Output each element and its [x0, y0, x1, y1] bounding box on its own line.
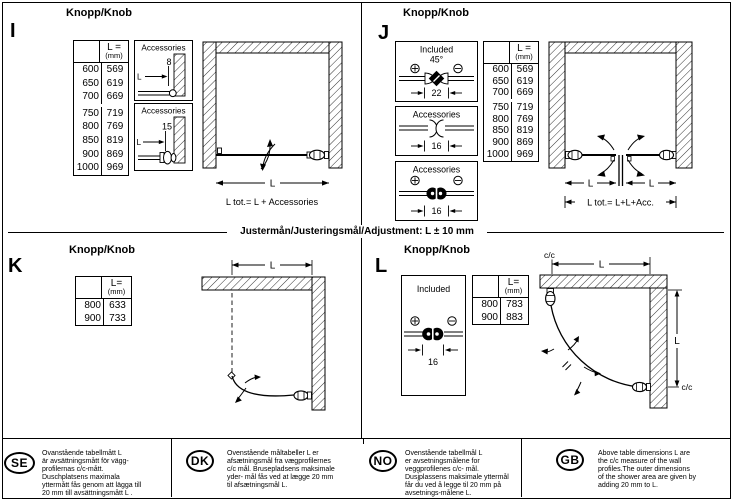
dimension-l: [216, 179, 329, 190]
accessories-box-15: [134, 103, 193, 171]
table-header: L= (mm): [473, 276, 528, 298]
section-label-l: L: [375, 255, 388, 277]
table-row: 800 769: [74, 120, 128, 134]
table-row: 900 869: [484, 137, 538, 149]
accessory-dimension-value: 15: [161, 121, 172, 132]
dimension-arrow: [143, 140, 165, 144]
accessory-dimension-value: 8: [166, 57, 172, 67]
footer-note-no: Ovenstående tabellmål L er avsetningsmålene for veggprofilenes c/c- mål. Dusjplassens maksimale yttermål får du ved å legge til 20 mm på avsetnings-målene L.: [405, 450, 509, 497]
shower-doors: [565, 150, 676, 186]
svg-text:L: L: [269, 260, 276, 272]
included-45-box: [395, 41, 478, 102]
svg-text:16: 16: [431, 206, 442, 216]
formula-total-length: L tot.= L+L+Acc.: [587, 197, 654, 208]
diagram-quadrant-corner: [535, 246, 697, 418]
dimension-16: [408, 345, 458, 368]
dimension-l-right: [668, 290, 682, 387]
shower-door: [216, 148, 329, 160]
svg-text:L: L: [269, 178, 276, 190]
table-header: L = (mm): [484, 42, 538, 64]
lang-badge-se: SE: [4, 452, 35, 474]
table-row: 800 769: [484, 114, 538, 126]
table-row: 900 883: [473, 311, 528, 324]
table-row: 650 619: [74, 77, 128, 91]
svg-text:16: 16: [427, 357, 439, 367]
table-row: 850 819: [484, 125, 538, 137]
section-label-k: K: [8, 255, 23, 277]
knob-icon-top: [546, 289, 555, 306]
svg-text:22: 22: [431, 88, 442, 98]
dimension-22: [411, 88, 462, 99]
footer-note-gb: Above table dimensions L are the c/c measure of the wall profiles.The outer dimensions of the shower area are given by adding 20 mm to L.: [598, 450, 697, 489]
lang-badge-dk: DK: [186, 450, 214, 472]
knob-icon: [307, 150, 329, 160]
svg-text:L: L: [587, 178, 594, 190]
section-j-title: Knopp/Knob: [403, 7, 469, 19]
minus-circle-icon: [454, 64, 462, 72]
table-row: 700 669: [74, 90, 128, 104]
svg-text:16: 16: [431, 141, 442, 151]
accessories-label: Accessories: [412, 109, 461, 120]
wall-hatched: [549, 42, 692, 168]
dimension-arrow: [145, 74, 168, 78]
table-row: 700 669: [484, 87, 538, 99]
table-row: 900 869: [74, 148, 128, 162]
plus-circle-icon: [411, 317, 419, 325]
svg-text:L: L: [674, 336, 680, 347]
swing-arrows: [235, 375, 261, 404]
adjustment-ticks: [563, 362, 572, 371]
lang-badge-no: NO: [369, 450, 397, 472]
footer-note-dk: Ovenstående måltabeller L er afsætningsmål fra vægprofilernes c/c mål. Brusepladsens maksimale yder- mål fås ved at lægge 20 mm til afsætningsmål L.: [227, 450, 335, 489]
divider-footer-2: [363, 438, 364, 444]
wall-hatched: [202, 277, 325, 410]
dimension-l-left: [565, 179, 616, 190]
table-row: 750 719: [484, 102, 538, 114]
diagram-double-door-recess: [545, 36, 697, 212]
table-row: 800 633: [76, 299, 131, 312]
table-row: 900 733: [76, 312, 131, 325]
accessories-ring-box: [395, 161, 478, 221]
knob-profile-drawing: [138, 151, 176, 164]
plus-circle-icon: [411, 64, 419, 72]
dimension-total: [565, 196, 676, 208]
table-row: 800 783: [473, 298, 528, 311]
included-label: Included: [419, 44, 454, 55]
table-row: 1000 969: [74, 161, 128, 175]
dimension-16: [411, 206, 462, 217]
hinge-icon: [228, 372, 235, 379]
divider-vertical-center: [361, 2, 362, 438]
corner-joint-drawing: [399, 71, 474, 87]
dimension-l-right: [626, 179, 676, 190]
accessories-label: Accessories: [412, 164, 461, 175]
profile-drawing: [138, 90, 176, 97]
table-header: L= (mm): [76, 277, 131, 299]
dimension-table-j: [483, 41, 539, 162]
accessories-joint-box: [395, 106, 478, 156]
cc-label-right: c/c: [681, 382, 693, 392]
included-box-l: [401, 275, 466, 396]
knob-icon-bottom: [633, 382, 651, 391]
minus-circle-icon: [454, 176, 462, 184]
plus-circle-icon: [411, 176, 419, 184]
cc-label-top: c/c: [544, 250, 555, 260]
dimension-table-l: [472, 275, 529, 325]
dim-l-label: L: [136, 138, 142, 147]
knob-icon: [294, 391, 312, 400]
table-header: L = (mm): [74, 41, 128, 63]
lang-badge-gb: GB: [556, 449, 584, 471]
included-label: Included: [416, 284, 451, 294]
joint-drawing: [399, 120, 474, 137]
section-i-title: Knopp/Knob: [66, 7, 132, 19]
accessories-label: Accessories: [141, 106, 186, 116]
section-l-title: Knopp/Knob: [404, 244, 470, 256]
minus-circle-icon: [448, 317, 456, 325]
diagram-pivot-door-corner: [195, 255, 335, 415]
dim-l-label: L: [137, 72, 142, 82]
knob-icon: [566, 150, 583, 159]
footer-note-se: Ovanstående tabellmått L är avsättningsmått för vägg- profilernas c/c-mått. Duschplatsens maximala yttermått fås genom att lägga till 20 mm till avsättningsmått L .: [42, 450, 142, 497]
knob-icon: [660, 150, 677, 159]
dimension-l: [232, 260, 312, 275]
section-label-j: J: [378, 22, 390, 44]
svg-text:L: L: [648, 178, 655, 190]
dimension-table-i: [73, 40, 129, 176]
angle-label: 45°: [429, 54, 444, 65]
table-row: 600 569: [74, 63, 128, 77]
divider-footer-line: [2, 438, 730, 439]
table-row: 600 569: [484, 64, 538, 76]
ring-joint-drawing: [399, 187, 474, 201]
wall-hatched: [203, 42, 342, 168]
svg-text:L: L: [598, 259, 605, 271]
hinge-icon: [218, 148, 222, 154]
dimension-table-k: [75, 276, 132, 326]
table-row: 850 819: [74, 134, 128, 148]
accessories-box-8: [134, 40, 193, 101]
accessories-label: Accessories: [141, 43, 186, 53]
ring-joint-drawing: [404, 327, 463, 342]
dimension-l-top: [552, 257, 650, 274]
section-label-i: I: [10, 20, 16, 42]
dimension-16: [411, 141, 462, 152]
table-row: 1000 969: [484, 149, 538, 161]
diagram-single-door-recess: [197, 36, 347, 212]
section-k-title: Knopp/Knob: [69, 244, 135, 256]
wall-hatch-strip: [174, 54, 185, 96]
table-row: 650 619: [484, 76, 538, 88]
adjustment-note: Justermån/Justeringsmål/Adjustment: L ± 10 mm: [227, 225, 487, 238]
table-row: 750 719: [74, 107, 128, 121]
formula-total-length: L tot.= L + Accessories: [225, 197, 319, 207]
swing-arrows: [541, 336, 601, 396]
